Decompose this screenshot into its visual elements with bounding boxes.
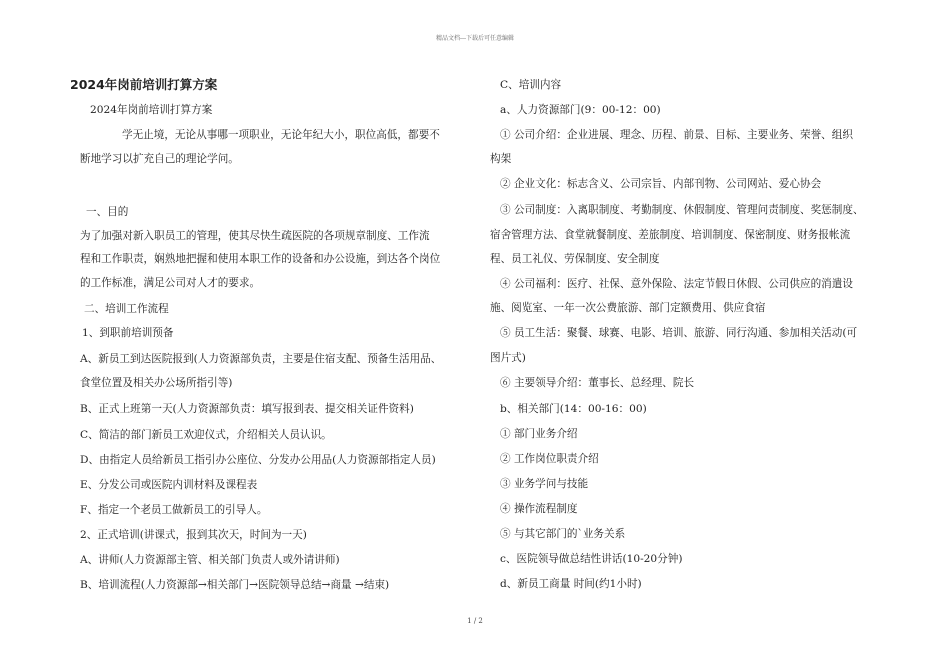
- text-line: ③ 业务学问与技能: [500, 478, 589, 490]
- text-line: B、培训流程(人力资源部→相关部门→医院领导总结→商量 →结束): [80, 579, 390, 591]
- text-line: 2、正式培训(讲课式，报到其次天，时间为一天): [80, 529, 307, 541]
- text-line: c、医院领导做总结性讲话(10-20分钟): [500, 553, 683, 565]
- text-line: 断地学习以扩充自己的理论学问。: [80, 153, 239, 165]
- text-line: A、新员工到达医院报到(人力资源部负责，主要是住宿支配、预备生活用品、: [80, 353, 442, 365]
- text-line: 施、阅览室、一年一次公费旅游、部门定额费用、供应食宿: [490, 302, 766, 314]
- text-line: 图片式): [490, 352, 526, 364]
- text-line: 程和工作职责，娴熟地把握和使用本职工作的设备和办公设施，到达各个岗位: [80, 253, 441, 265]
- text-line: ① 部门业务介绍: [500, 428, 578, 440]
- text-line: 程、员工礼仪、劳保制度、安全制度: [490, 253, 660, 265]
- text-line: ② 工作岗位职责介绍: [500, 453, 599, 465]
- text-line: ① 公司介绍：企业进展、理念、历程、前景、目标、主要业务、荣誉、组织: [500, 129, 853, 141]
- text-line: E、分发公司或医院内训材料及课程表: [80, 479, 258, 491]
- text-line: ⑥ 主要领导介绍：董事长、总经理、院长: [500, 377, 695, 389]
- text-line: ③ 公司制度：入离职制度、考勤制度、休假制度、管理问责制度、奖惩制度、: [500, 204, 864, 216]
- document-title: 2024年岗前培训打算方案: [70, 77, 218, 92]
- text-line: A、讲师(人力资源部主管、相关部门负责人或外请讲师): [80, 554, 340, 566]
- text-line: 食堂位置及相关办公场所指引等): [80, 377, 233, 389]
- page-header: 精品文档---下载后可任意编辑: [435, 35, 515, 42]
- text-line: d、新员工商量 时间(约1小时): [500, 578, 642, 590]
- page-number: 1 / 2: [467, 617, 483, 625]
- text-line: 宿舍管理方法、食堂就餐制度、差旅制度、培训制度、保密制度、财务报帐流: [490, 229, 851, 241]
- text-line: F、指定一个老员工做新员工的引导人。: [80, 504, 268, 516]
- text-line: 构架: [490, 153, 512, 165]
- text-line: D、由指定人员给新员工指引办公座位、分发办公用品(人力资源部指定人员): [80, 454, 436, 466]
- text-line: b、相关部门(14：00-16：00): [500, 403, 647, 415]
- text-line: 的工作标准，满足公司对人才的要求。: [80, 277, 261, 289]
- text-line: ⑤ 与其它部门的`业务关系: [500, 528, 626, 540]
- section-heading: 一、目的: [86, 206, 129, 218]
- text-line: ④ 操作流程制度: [500, 503, 578, 515]
- text-line: 为了加强对新入职员工的管理，使其尽快生疏医院的各项规章制度、工作流: [80, 230, 430, 242]
- text-line: ⑤ 员工生活：聚餐、球赛、电影、培训、旅游、同行沟通、参加相关活动(可: [500, 327, 858, 339]
- text-line: ② 企业文化：标志含义、公司宗旨、内部刊物、公司网站、爱心协会: [500, 178, 822, 190]
- text-line: B、正式上班第一天(人力资源部负责：填写报到表、提交相关证件资料): [80, 403, 414, 415]
- text-line: 1、到职前培训预备: [82, 327, 174, 339]
- section-heading: 二、培训工作流程: [84, 303, 169, 315]
- text-line: 学无止境，无论从事哪一项职业，无论年纪大小，职位高低，都要不: [122, 129, 440, 141]
- section-heading: C、培训内容: [500, 79, 562, 91]
- text-line: a、人力资源部门(9：00-12：00): [500, 104, 661, 116]
- text-line: C、简洁的部门新员工欢迎仪式，介绍相关人员认识。: [80, 429, 332, 441]
- text-line: ④ 公司福利：医疗、社保、意外保险、法定节假日休假、公司供应的消遣设: [500, 278, 853, 290]
- text-line: 2024年岗前培训打算方案: [90, 104, 213, 116]
